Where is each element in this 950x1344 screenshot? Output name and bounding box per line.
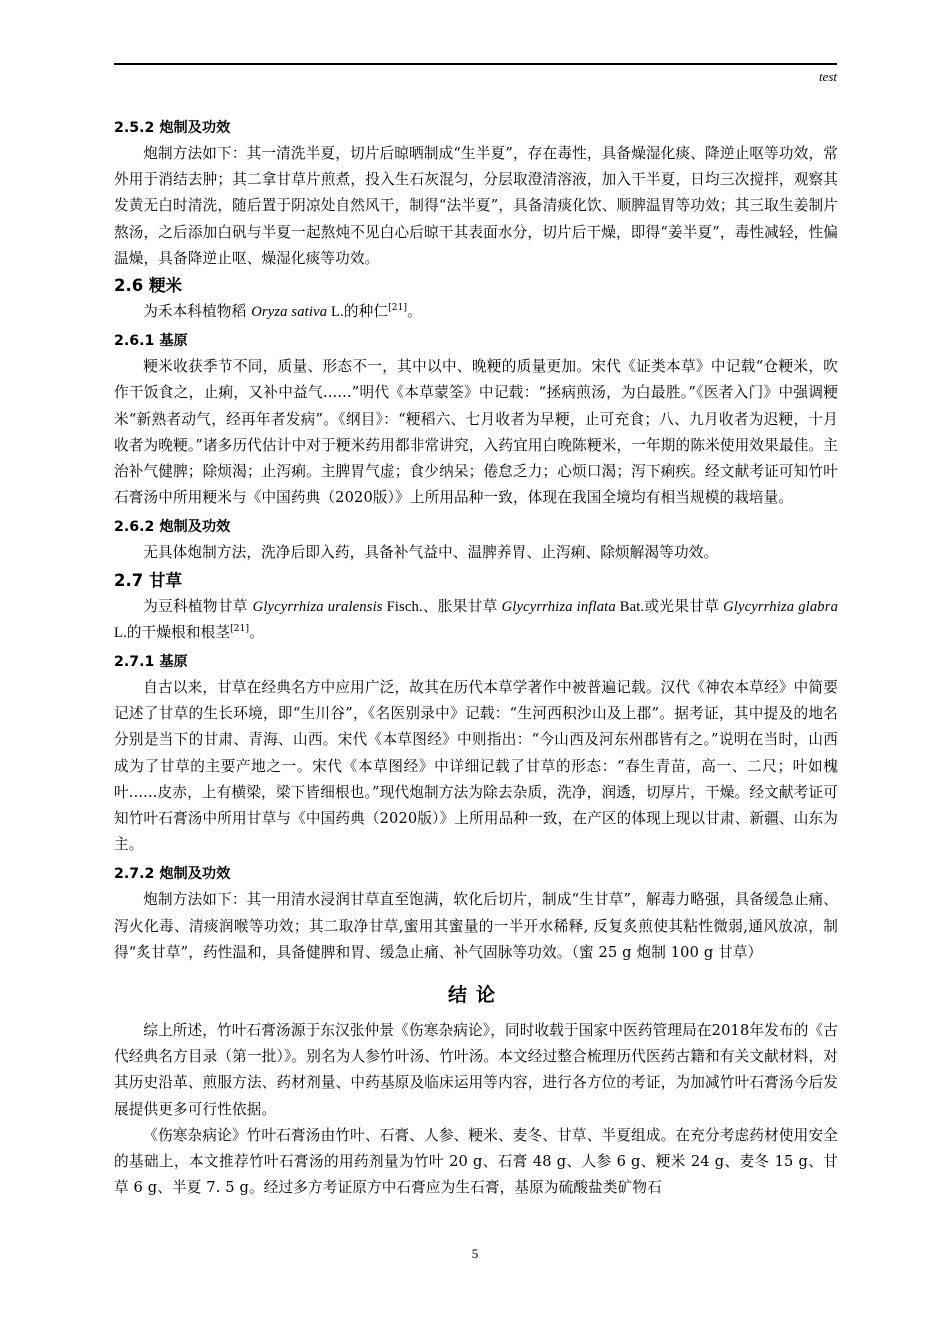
paragraph — [114, 299, 838, 325]
page-number: 5 — [471, 1246, 479, 1261]
paragraph: 无具体炮制方法，洗净后即入药，具备补气益中、温脾养胃、止泻痢、除烦解渴等功效。 — [143, 544, 719, 562]
section-heading-2-5-2: 2.5.2 炮制及功效 — [114, 120, 231, 136]
running-header: test — [818, 69, 837, 84]
text-run: 。 — [249, 623, 264, 641]
text-run: L.的种仁 — [327, 304, 389, 321]
text-run: 为禾本科植物稻 — [143, 303, 252, 321]
header-rule — [114, 63, 837, 65]
section-heading-2-6-2: 2.6.2 炮制及功效 — [114, 519, 231, 536]
text-run: 为豆科植物甘草 — [143, 597, 253, 615]
citation: [21] — [388, 303, 408, 314]
paragraph: 炮制方法如下：其一用清水浸润甘草直至饱满，软化后切片，制成“生甘草”，解毒力略强，具备缓急止痛、泻火化毒、清痰润喉等功效；其二取净甘草,蜜用其蜜量的一半开水稀释, 反复炙煎使其粘性微弱,通风放凉，制得“炙甘草”，药性温和，具备健脾和胃、缓急止痛、补气固脉等功效。（蜜 25 g 炮制 100 g 甘草） — [114, 891, 838, 961]
citation: [21] — [230, 623, 250, 634]
latin-name: Glycyrrhiza inflata — [501, 598, 616, 615]
paragraph: 《伤寒杂病论》竹叶石膏汤由竹叶、石膏、人参、粳米、麦冬、甘草、半夏组成。在充分考虑药材使用安全的基础上，本文推荐竹叶石膏汤的用药剂量为竹叶 20 g、石膏 48 g、人参 6 g、粳米 24 g、麦冬 15 g、甘草 6 g、半夏 7. 5 g。经过多方考证原方中石膏应为生石膏，基原为硫酸盐类矿物石 — [114, 1126, 838, 1197]
page-body — [114, 112, 838, 1202]
paragraph: 炮制方法如下：其一清洗半夏，切片后晾晒制成“生半夏”，存在毒性，具备燥湿化痰、降逆止呕等功效，常外用于消结去肿；其二拿甘草片煎煮，投入生石灰混匀，分层取澄清溶液，加入干半夏，日均三次搅拌，观察其发黄无白时清洗，随后置于阴凉处自然风干，制得“法半夏”，具备清痰化饮、顺脾温胃等功效；其三取生姜制片熬汤，之后添加白矾与半夏一起熬炖不见白心后晾干其表面水分，切片后干燥，即得“姜半夏”，毒性减轻，性偏温燥，具备降逆止呕、燥湿化痰等功效。 — [114, 145, 838, 267]
section-heading-2-6-1: 2.6.1 基原 — [114, 333, 188, 350]
paragraph — [114, 594, 838, 646]
latin-name: Glycyrrhiza glabra — [723, 598, 839, 615]
paragraph: 综上所述，竹叶石膏汤源于东汉张仲景《伤寒杂病论》，同时收载于国家中医药管理局在2018年发布的《古代经典名方目录（第一批）》。别名为人参竹叶汤、竹叶汤。本文经过整合梳理历代医药古籍和有关文献材料，对其历史沿革、煎服方法、药材剂量、中药基原及临床运用等内容，进行各方位的考证，为加减竹叶石膏汤今后发展提供更多可行性依据。 — [114, 1022, 838, 1118]
text-run: L.的干燥根和根茎 — [114, 624, 231, 641]
text-run: 。 — [407, 303, 422, 321]
latin-name: Oryza sativa — [251, 304, 328, 321]
section-heading-2-7-1: 2.7.1 基原 — [114, 654, 188, 671]
conclusion-heading: 结论 — [447, 984, 504, 1007]
section-heading-2-7-2: 2.7.2 炮制及功效 — [114, 866, 231, 883]
paragraph: 粳米收获季节不同，质量、形态不一，其中以中、晚粳的质量更加。宋代《证类本草》中记载“仓粳米，吹作干饭食之，止痢，又补中益气......”明代《本草蒙筌》中记载：“拯病煎汤，为白最胜。”《医者入门》中强调粳米“新熟者动气，经再年者发病”。《纲目》：“粳稻六、七月收者为早粳，止可充食；八、九月收者为迟粳，十月收者为晚粳。”诸多历代估计中对于粳米药用都非常讲究，入药宜用白晚陈粳米，一年期的陈米使用效果最佳。主治补气健脾；除烦渴；止泻痢。主脾胃气虚；食少纳呆；倦怠乏力；心烦口渴；泻下痢疾。经文献考证可知竹叶石膏汤中所用粳米与《中国药典（2020版）》上所用品种一致，体现在我国全境均有相当规模的栽培量。 — [114, 358, 838, 507]
section-heading-2-7: 2.7 甘草 — [114, 570, 182, 590]
paragraph: 自古以来，甘草在经典名方中应用广泛，故其在历代本草学著作中被普遍记载。汉代《神农本草经》中简要记述了甘草的生长环境，即“生川谷”，《名医别录中》记载：“生河西积沙山及上郡”。据考证，其中提及的地名分别是当下的甘肃、青海、山西。宋代《本草图经》中则指出：“今山西及河东州郡皆有之。”说明在当时，山西成为了甘草的主要产地之一。宋代《本草图经》中详细记载了甘草的形态：“春生青苗，高一、二尺；叶如槐叶......皮赤，上有横梁，梁下皆细根也。”现代炮制方法为除去杂质，洗净，润透，切厚片，干燥。经文献考证可知竹叶石膏汤中所用甘草与《中国药典（2020版）》上所用品种一致，在产区的体现上现以甘肃、新疆、山东为主。 — [114, 679, 838, 854]
latin-name: Glycyrrhiza uralensis — [252, 598, 383, 615]
text-run: Bat.或光果甘草 — [615, 598, 724, 615]
text-run: Fisch.、胀果甘草 — [382, 598, 502, 615]
section-heading-2-6: 2.6 粳米 — [114, 276, 182, 296]
